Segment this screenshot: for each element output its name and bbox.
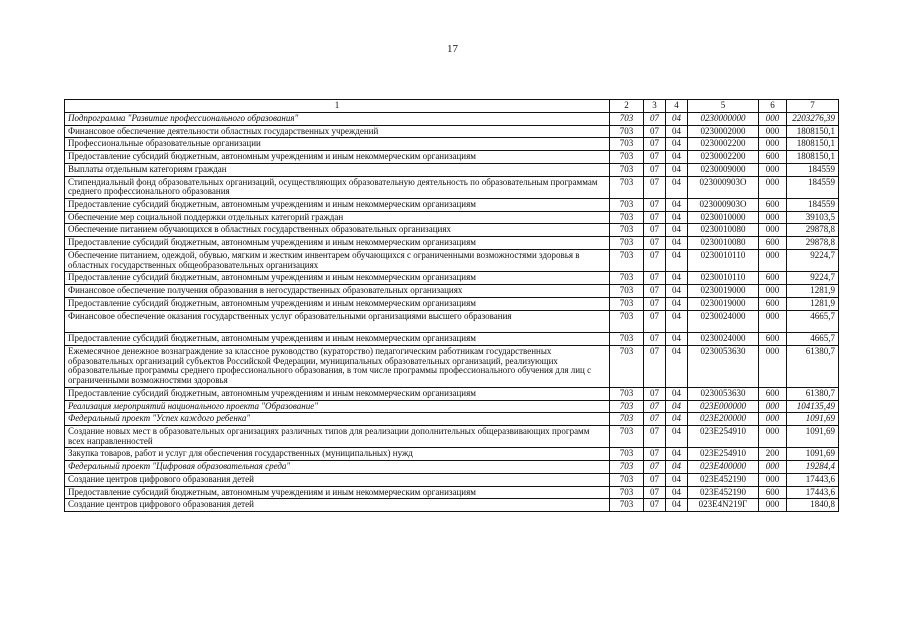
row-type-cell: 000: [759, 499, 787, 512]
row-col3-cell: 07: [644, 425, 666, 447]
header-cell: 5: [688, 100, 759, 113]
row-code-cell: 0230019000: [688, 297, 759, 310]
table-row: [65, 125, 839, 138]
row-col2-cell: 703: [610, 125, 644, 138]
table-row: [65, 400, 839, 413]
row-col3-cell: 07: [644, 400, 666, 413]
row-name-cell: Подпрограмма "Развитие профессионального образования": [65, 113, 610, 126]
row-col2-cell: 703: [610, 333, 644, 346]
row-type-cell: 000: [759, 413, 787, 426]
row-col3-cell: 07: [644, 345, 666, 387]
row-col2-cell: 703: [610, 237, 644, 250]
row-name-cell: Предоставление субсидий бюджетным, автономным учреждениям и иным некоммерческим организациям: [65, 387, 610, 400]
table-row: [65, 272, 839, 285]
row-col3-cell: 07: [644, 113, 666, 126]
row-col3-cell: 07: [644, 176, 666, 198]
row-col2-cell: 703: [610, 425, 644, 447]
row-col2-cell: 703: [610, 211, 644, 224]
row-col4-cell: 04: [666, 473, 688, 486]
row-col2-cell: 703: [610, 249, 644, 271]
row-name-cell: Предоставление субсидий бюджетным, автономным учреждениям и иным некоммерческим организациям: [65, 333, 610, 346]
row-col2-cell: 703: [610, 387, 644, 400]
row-col3-cell: 07: [644, 285, 666, 298]
table-row: [65, 163, 839, 176]
row-col4-cell: 04: [666, 345, 688, 387]
table-row: [65, 448, 839, 461]
row-col4-cell: 04: [666, 224, 688, 237]
row-col3-cell: 07: [644, 448, 666, 461]
row-code-cell: 0230010000: [688, 211, 759, 224]
row-name-cell: Предоставление субсидий бюджетным, автономным учреждениям и иным некоммерческим организациям: [65, 237, 610, 250]
row-code-cell: 0230024000: [688, 333, 759, 346]
row-code-cell: 023000903О: [688, 176, 759, 198]
row-col3-cell: 07: [644, 163, 666, 176]
row-code-cell: 023Е452190: [688, 486, 759, 499]
row-type-cell: 600: [759, 486, 787, 499]
row-col4-cell: 04: [666, 151, 688, 164]
row-amount-cell: 184559: [787, 163, 839, 176]
row-code-cell: 0230002000: [688, 125, 759, 138]
row-col4-cell: 04: [666, 237, 688, 250]
table-row: [65, 486, 839, 499]
row-type-cell: 000: [759, 249, 787, 271]
row-amount-cell: 19284,4: [787, 461, 839, 474]
table-row: [65, 425, 839, 447]
row-type-cell: 600: [759, 387, 787, 400]
row-amount-cell: 1091,69: [787, 413, 839, 426]
header-cell: 1: [65, 100, 610, 113]
row-type-cell: 000: [759, 285, 787, 298]
row-col3-cell: 07: [644, 461, 666, 474]
row-col3-cell: 07: [644, 333, 666, 346]
row-col4-cell: 04: [666, 499, 688, 512]
row-col4-cell: 04: [666, 163, 688, 176]
table-row: [65, 211, 839, 224]
row-code-cell: 0230024000: [688, 310, 759, 333]
row-name-cell: Предоставление субсидий бюджетным, автономным учреждениям и иным некоммерческим организациям: [65, 297, 610, 310]
row-col2-cell: 703: [610, 473, 644, 486]
row-col3-cell: 07: [644, 413, 666, 426]
table-row: [65, 461, 839, 474]
row-amount-cell: 184559: [787, 176, 839, 198]
row-name-cell: Предоставление субсидий бюджетным, автономным учреждениям и иным некоммерческим организациям: [65, 151, 610, 164]
row-name-cell: Стипендиальный фонд образовательных организаций, осуществляющих образовательную деятельность по образовательным программам среднего профессионального образования: [65, 176, 610, 198]
row-col2-cell: 703: [610, 461, 644, 474]
row-type-cell: 000: [759, 345, 787, 387]
row-amount-cell: 1281,9: [787, 285, 839, 298]
row-type-cell: 000: [759, 163, 787, 176]
table-row: [65, 151, 839, 164]
row-col4-cell: 04: [666, 425, 688, 447]
row-amount-cell: 4665,7: [787, 310, 839, 333]
budget-table: [64, 99, 839, 512]
page-number: 17: [447, 43, 458, 55]
row-col2-cell: 703: [610, 151, 644, 164]
row-col4-cell: 04: [666, 176, 688, 198]
row-type-cell: 200: [759, 448, 787, 461]
row-code-cell: 0230010110: [688, 272, 759, 285]
table-row: [65, 499, 839, 512]
row-type-cell: 600: [759, 151, 787, 164]
row-code-cell: 0230010080: [688, 237, 759, 250]
row-type-cell: 000: [759, 461, 787, 474]
table-row: [65, 333, 839, 346]
budget-table-container: [64, 99, 838, 512]
row-col3-cell: 07: [644, 125, 666, 138]
row-col4-cell: 04: [666, 125, 688, 138]
row-col4-cell: 04: [666, 387, 688, 400]
table-row: [65, 285, 839, 298]
row-col2-cell: 703: [610, 138, 644, 151]
row-code-cell: 0230053630: [688, 387, 759, 400]
row-amount-cell: 29878,8: [787, 224, 839, 237]
row-col4-cell: 04: [666, 138, 688, 151]
row-col4-cell: 04: [666, 199, 688, 212]
row-col3-cell: 07: [644, 297, 666, 310]
row-type-cell: 000: [759, 224, 787, 237]
row-code-cell: 0230002200: [688, 151, 759, 164]
row-col4-cell: 04: [666, 211, 688, 224]
row-amount-cell: 29878,8: [787, 237, 839, 250]
row-amount-cell: 61380,7: [787, 345, 839, 387]
row-amount-cell: 2203276,39: [787, 113, 839, 126]
row-name-cell: Создание новых мест в образовательных организациях различных типов для реализации дополнительных общеразвивающих программ всех направленностей: [65, 425, 610, 447]
row-type-cell: 000: [759, 310, 787, 333]
table-header-row: [65, 100, 839, 113]
row-col2-cell: 703: [610, 272, 644, 285]
row-code-cell: 023Е452190: [688, 473, 759, 486]
row-code-cell: 023Е400000: [688, 461, 759, 474]
row-amount-cell: 1840,8: [787, 499, 839, 512]
table-body: [65, 100, 839, 512]
row-col3-cell: 07: [644, 151, 666, 164]
row-col3-cell: 07: [644, 387, 666, 400]
table-row: [65, 310, 839, 333]
row-col4-cell: 04: [666, 113, 688, 126]
row-amount-cell: 1091,69: [787, 448, 839, 461]
row-code-cell: 0230002200: [688, 138, 759, 151]
row-col2-cell: 703: [610, 310, 644, 333]
table-row: [65, 224, 839, 237]
row-col3-cell: 07: [644, 237, 666, 250]
row-type-cell: 600: [759, 297, 787, 310]
row-amount-cell: 1808150,1: [787, 138, 839, 151]
row-type-cell: 000: [759, 425, 787, 447]
header-cell: 6: [759, 100, 787, 113]
row-col3-cell: 07: [644, 211, 666, 224]
row-col2-cell: 703: [610, 486, 644, 499]
header-cell: 7: [787, 100, 839, 113]
row-amount-cell: 9224,7: [787, 272, 839, 285]
row-name-cell: Финансовое обеспечение деятельности областных государственных учреждений: [65, 125, 610, 138]
row-col2-cell: 703: [610, 176, 644, 198]
row-amount-cell: 61380,7: [787, 387, 839, 400]
row-col3-cell: 07: [644, 249, 666, 271]
row-name-cell: Обеспечение мер социальной поддержки отдельных категорий граждан: [65, 211, 610, 224]
row-col3-cell: 07: [644, 272, 666, 285]
row-col4-cell: 04: [666, 285, 688, 298]
row-name-cell: Обеспечение питанием, одеждой, обувью, мягким и жестким инвентарем обучающихся с ограниченными возможностями здоровья в областных государственных общеобразовательных организациях: [65, 249, 610, 271]
row-col2-cell: 703: [610, 297, 644, 310]
row-col2-cell: 703: [610, 448, 644, 461]
row-code-cell: 023Е200000: [688, 413, 759, 426]
row-col4-cell: 04: [666, 310, 688, 333]
table-row: [65, 387, 839, 400]
table-row: [65, 113, 839, 126]
row-col4-cell: 04: [666, 272, 688, 285]
row-type-cell: 600: [759, 333, 787, 346]
row-col2-cell: 703: [610, 224, 644, 237]
header-cell: 3: [644, 100, 666, 113]
row-name-cell: Финансовое обеспечение оказания государственных услуг образовательными организациями высшего образования: [65, 310, 610, 333]
row-type-cell: 000: [759, 400, 787, 413]
row-col3-cell: 07: [644, 473, 666, 486]
row-name-cell: Федеральный проект "Успех каждого ребенка": [65, 413, 610, 426]
row-amount-cell: 9224,7: [787, 249, 839, 271]
row-name-cell: Предоставление субсидий бюджетным, автономным учреждениям и иным некоммерческим организациям: [65, 486, 610, 499]
row-col4-cell: 04: [666, 400, 688, 413]
row-amount-cell: 1808150,1: [787, 125, 839, 138]
row-code-cell: 0230010080: [688, 224, 759, 237]
row-code-cell: 023000903О: [688, 199, 759, 212]
row-code-cell: 0230009000: [688, 163, 759, 176]
row-name-cell: Финансовое обеспечение получения образования в негосударственных образовательных организациях: [65, 285, 610, 298]
row-col2-cell: 703: [610, 285, 644, 298]
row-amount-cell: 104135,49: [787, 400, 839, 413]
table-row: [65, 176, 839, 198]
row-amount-cell: 1808150,1: [787, 151, 839, 164]
table-row: [65, 297, 839, 310]
table-row: [65, 473, 839, 486]
row-amount-cell: 1091,69: [787, 425, 839, 447]
row-name-cell: Обеспечение питанием обучающихся в областных государственных образовательных организациях: [65, 224, 610, 237]
row-col4-cell: 04: [666, 486, 688, 499]
row-col4-cell: 04: [666, 461, 688, 474]
row-type-cell: 600: [759, 272, 787, 285]
row-type-cell: 600: [759, 237, 787, 250]
row-type-cell: 000: [759, 176, 787, 198]
row-type-cell: 000: [759, 473, 787, 486]
row-name-cell: Ежемесячное денежное вознаграждение за классное руководство (кураторство) педагогическим работникам государственных образовательных организаций субъектов Российской Федерации, муниципальных образовательных организаций, реализующих образовательные программы среднего профессионального образования, в том числе программы профессионального обучения для лиц с ограниченными возможностями здоровья: [65, 345, 610, 387]
row-col3-cell: 07: [644, 224, 666, 237]
row-col3-cell: 07: [644, 310, 666, 333]
row-col3-cell: 07: [644, 138, 666, 151]
row-code-cell: 0230019000: [688, 285, 759, 298]
row-col4-cell: 04: [666, 333, 688, 346]
row-col2-cell: 703: [610, 163, 644, 176]
row-name-cell: Реализация мероприятий национального проекта "Образование": [65, 400, 610, 413]
row-col3-cell: 07: [644, 499, 666, 512]
row-type-cell: 000: [759, 125, 787, 138]
table-row: [65, 237, 839, 250]
row-name-cell: Создание центров цифрового образования детей: [65, 499, 610, 512]
row-type-cell: 000: [759, 211, 787, 224]
row-name-cell: Федеральный проект "Цифровая образовательная среда": [65, 461, 610, 474]
row-name-cell: Создание центров цифрового образования детей: [65, 473, 610, 486]
row-col4-cell: 04: [666, 297, 688, 310]
table-row: [65, 249, 839, 271]
row-code-cell: 023Е254910: [688, 448, 759, 461]
row-col4-cell: 04: [666, 249, 688, 271]
row-code-cell: 0230053630: [688, 345, 759, 387]
row-amount-cell: 17443,6: [787, 486, 839, 499]
table-row: [65, 413, 839, 426]
row-name-cell: Выплаты отдельным категориям граждан: [65, 163, 610, 176]
row-type-cell: 000: [759, 138, 787, 151]
row-code-cell: 023Е000000: [688, 400, 759, 413]
row-code-cell: 023Е4N219Г: [688, 499, 759, 512]
row-col2-cell: 703: [610, 113, 644, 126]
row-col4-cell: 04: [666, 413, 688, 426]
row-amount-cell: 39103,5: [787, 211, 839, 224]
row-code-cell: 023Е254910: [688, 425, 759, 447]
header-cell: 4: [666, 100, 688, 113]
row-amount-cell: 17443,6: [787, 473, 839, 486]
row-name-cell: Закупка товаров, работ и услуг для обеспечения государственных (муниципальных) нужд: [65, 448, 610, 461]
header-cell: 2: [610, 100, 644, 113]
row-col3-cell: 07: [644, 486, 666, 499]
row-amount-cell: 4665,7: [787, 333, 839, 346]
row-type-cell: 600: [759, 199, 787, 212]
table-row: [65, 138, 839, 151]
row-col2-cell: 703: [610, 345, 644, 387]
row-col2-cell: 703: [610, 499, 644, 512]
row-name-cell: Профессиональные образовательные организации: [65, 138, 610, 151]
row-type-cell: 000: [759, 113, 787, 126]
row-col2-cell: 703: [610, 199, 644, 212]
row-col3-cell: 07: [644, 199, 666, 212]
row-col2-cell: 703: [610, 400, 644, 413]
row-col2-cell: 703: [610, 413, 644, 426]
row-code-cell: 0230000000: [688, 113, 759, 126]
row-code-cell: 0230010110: [688, 249, 759, 271]
row-name-cell: Предоставление субсидий бюджетным, автономным учреждениям и иным некоммерческим организациям: [65, 199, 610, 212]
row-amount-cell: 184559: [787, 199, 839, 212]
row-col4-cell: 04: [666, 448, 688, 461]
row-name-cell: Предоставление субсидий бюджетным, автономным учреждениям и иным некоммерческим организациям: [65, 272, 610, 285]
row-amount-cell: 1281,9: [787, 297, 839, 310]
table-row: [65, 199, 839, 212]
table-row: [65, 345, 839, 387]
